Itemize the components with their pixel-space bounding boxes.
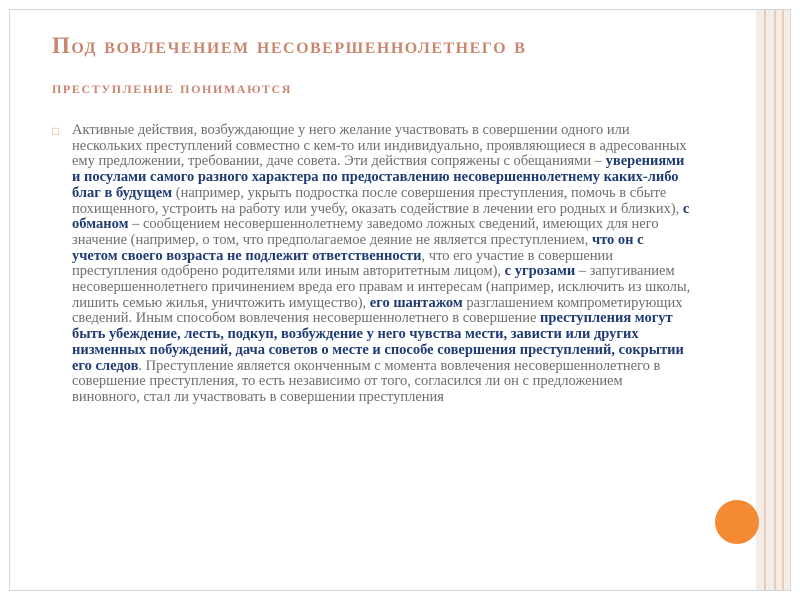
decorative-right-band (756, 10, 790, 590)
highlighted-text: что он с учетом своего возраста не подлежит ответственности (72, 231, 644, 264)
body-text: разглашением компрометирующих сведений. Иным способом вовлечения несовершеннолетнего в совершение (72, 294, 683, 327)
body-text: , что его участие в совершении преступления одобрено родителями или иным авторитетным лицом), (72, 247, 614, 280)
highlighted-text: уверениями и посулами самого разного характера по предоставлению несовершеннолетнему каких-либо благ в будущем (72, 153, 685, 201)
band-stripe (764, 10, 766, 590)
body-text: – сообщением несовершеннолетнему заведомо ложных сведений, имеющих для него значение (например, о том, что предполагаемое деяние не является преступлением, (72, 216, 659, 248)
body-paragraph (72, 123, 692, 406)
highlighted-text: с обманом (72, 200, 690, 233)
body-text: – запугиванием несовершеннолетнего причинением вреда его правам и интересам (например, исключить из школы, лишить семью жилья, уничтожить имущество), (72, 263, 691, 311)
body-text: Активные действия, возбуждающие у него желание участвовать в совершении одного или нескольких преступлений совместно с кем-то или индивидуально, проявляющиеся в адресованных ему предложении, требовании, даче совета. Эти действия сопряжены с обещаниями – (72, 122, 687, 170)
title-line-1: Под вовлечением несовершеннолетнего в (52, 33, 527, 58)
highlighted-text: преступления могут быть убеждение, лесть, подкуп, возбуждение у него чувства мести, зависти или других низменных побуждений, дача советов о месте и способе совершения преступлений, сокрытии его следов (72, 310, 684, 374)
band-stripe (782, 10, 784, 590)
slide-body (52, 123, 692, 406)
body-text: . Преступление является оконченным с момента вовлечения несовершеннолетнего в совершение преступления, то есть независимо от того, согласился ли он с предложением виновного, стал ли участвовать в совершении преступления (72, 357, 661, 405)
highlighted-text: с угрозами (504, 263, 576, 280)
highlighted-text: его шантажом (369, 294, 463, 311)
band-stripe (774, 10, 776, 590)
square-bullet-icon: □ (52, 124, 60, 138)
body-text: (например, укрыть подростка после совершения преступления, помочь в сбыте похищенного, устроить на работу или учебу, оказать содействие в лечении его родных и близких), (72, 184, 683, 217)
title-line-2: преступление понимаются (52, 78, 293, 97)
orange-circle-decoration (715, 500, 759, 544)
slide-title (52, 25, 692, 109)
